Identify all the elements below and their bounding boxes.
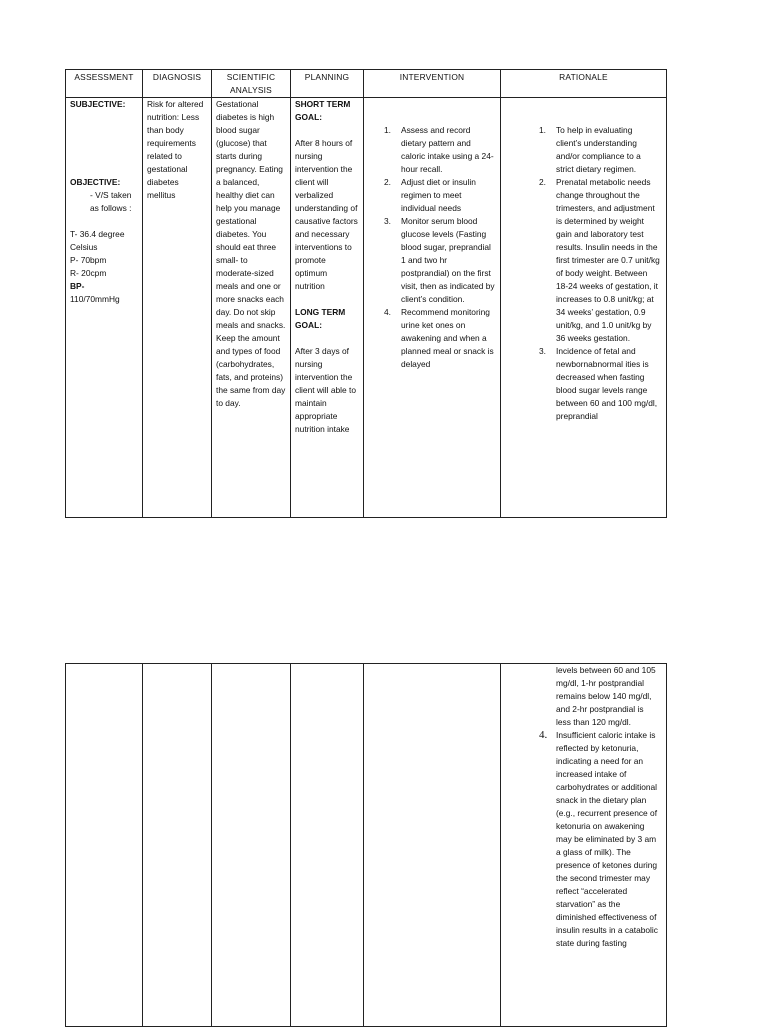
rationale-cell xyxy=(501,98,667,518)
header-scientific-analysis: SCIENTIFIC ANALYSIS xyxy=(212,70,291,98)
rationale-continued-text: levels between 60 and 105 mg/dl, 1-hr postprandial remains below 140 mg/dl, and 2-hr postprandial is less than 120 mg/dl. xyxy=(556,665,656,727)
intervention-list xyxy=(384,124,496,371)
rationale-list-cont xyxy=(539,729,660,950)
diagnosis-text: Risk for altered nutrition: Less than body requirements related to gestational diabetes mellitus xyxy=(147,99,204,200)
continuation-row xyxy=(66,664,667,1027)
rationale-list xyxy=(539,124,660,423)
intervention-item: 2. Adjust diet or insulin regimen to meet individual needs xyxy=(384,177,476,213)
temperature: T- 36.4 degree Celsius xyxy=(70,229,125,252)
intervention-cell-cont xyxy=(364,664,501,1027)
care-plan-table xyxy=(65,69,667,518)
long-term-goal-label: LONG TERM GOAL: xyxy=(295,307,346,330)
respiration: R- 20cpm xyxy=(70,268,107,278)
blood-pressure-label: BP- xyxy=(70,281,85,291)
long-term-goal-text: After 3 days of nursing intervention the client will able to maintain appropriate nutrition intake xyxy=(295,346,356,434)
header-planning: PLANNING xyxy=(291,70,364,98)
scientific-analysis-cell xyxy=(212,98,291,518)
blood-pressure-value: 110/70mmHg xyxy=(70,294,120,304)
diagnosis-cell-cont xyxy=(143,664,212,1027)
intervention-item: 3. Monitor serum blood glucose levels (Fasting blood sugar, preprandial 1 and two hr postprandial) on the first visit, then as indicated by client’s condition. xyxy=(384,216,495,304)
planning-cell-cont xyxy=(291,664,364,1027)
rationale-item: 2. Prenatal metabolic needs change throughout the trimesters, and adjustment is determined by weight gain and laboratory test results. Insulin needs in the first trimester are 0.7 unit/kg of body weight. Between 18-24 weeks of gestation, it increases to 0.8 unit/kg; at 34 weeks’ gestation, 0.9 unit/kg, and 1.0 unit/kg by 36 weeks gestation. xyxy=(539,177,660,343)
objective-label: OBJECTIVE: xyxy=(70,177,121,187)
subjective-label: SUBJECTIVE: xyxy=(70,99,126,109)
care-plan-row xyxy=(66,98,667,518)
scientific-analysis-cell-cont xyxy=(212,664,291,1027)
scientific-analysis-text: Gestational diabetes is high blood sugar (glucose) that starts during pregnancy. Eating a balanced, healthy diet can help you manage gestational diabetes. You should eat three small- to moderate-sized meals and one or more snacks each day. Do not skip meals and snacks. Keep the amount and types of food (carbohydrates, fats, and proteins) the same from day to day. xyxy=(216,99,286,408)
header-diagnosis: DIAGNOSIS xyxy=(143,70,212,98)
planning-cell xyxy=(291,98,364,518)
header-rationale: RATIONALE xyxy=(501,70,667,98)
rationale-item: 4. Insufficient caloric intake is reflected by ketonuria, indicating a need for an increased intake of carbohydrates or additional snack in the dietary plan (e.g., recurrent presence of ketonuria on awakening may be eliminated by 3 am a glass of milk). The presence of ketones during the second trimester may reflect “accelerated starvation” as the diminished effectiveness of insulin results in a catabolic state during fasting xyxy=(539,729,658,948)
header-intervention: INTERVENTION xyxy=(364,70,501,98)
short-term-goal-text: After 8 hours of nursing intervention the client will verbalized understanding of causative factors and necessary interventions to promote optimum nutrition xyxy=(295,138,358,291)
intervention-cell xyxy=(364,98,501,518)
header-row xyxy=(66,70,667,98)
rationale-item: 3. Incidence of fetal and newbornabnormal ities is decreased when fasting blood sugar levels range between 60 and 100 mg/dl, preprandial xyxy=(539,346,658,421)
rationale-item: 1. To help in evaluating client’s understanding and/or compliance to a strict dietary regimen. xyxy=(539,125,641,174)
intervention-item: 1. Assess and record dietary pattern and caloric intake using a 24-hour recall. xyxy=(384,125,494,174)
header-assessment: ASSESSMENT xyxy=(66,70,143,98)
rationale-cell-cont xyxy=(501,664,667,1027)
care-plan-continuation-table xyxy=(65,663,667,1027)
diagnosis-cell xyxy=(143,98,212,518)
short-term-goal-label: SHORT TERM GOAL: xyxy=(295,99,351,122)
assessment-cell-cont xyxy=(66,664,143,1027)
intervention-item: 4. Recommend monitoring urine ket ones on awakening and when a planned meal or snack is delayed xyxy=(384,307,494,369)
vital-signs-note: - V/S taken as follows : xyxy=(90,190,132,213)
pulse: P- 70bpm xyxy=(70,255,107,265)
assessment-cell xyxy=(66,98,143,518)
